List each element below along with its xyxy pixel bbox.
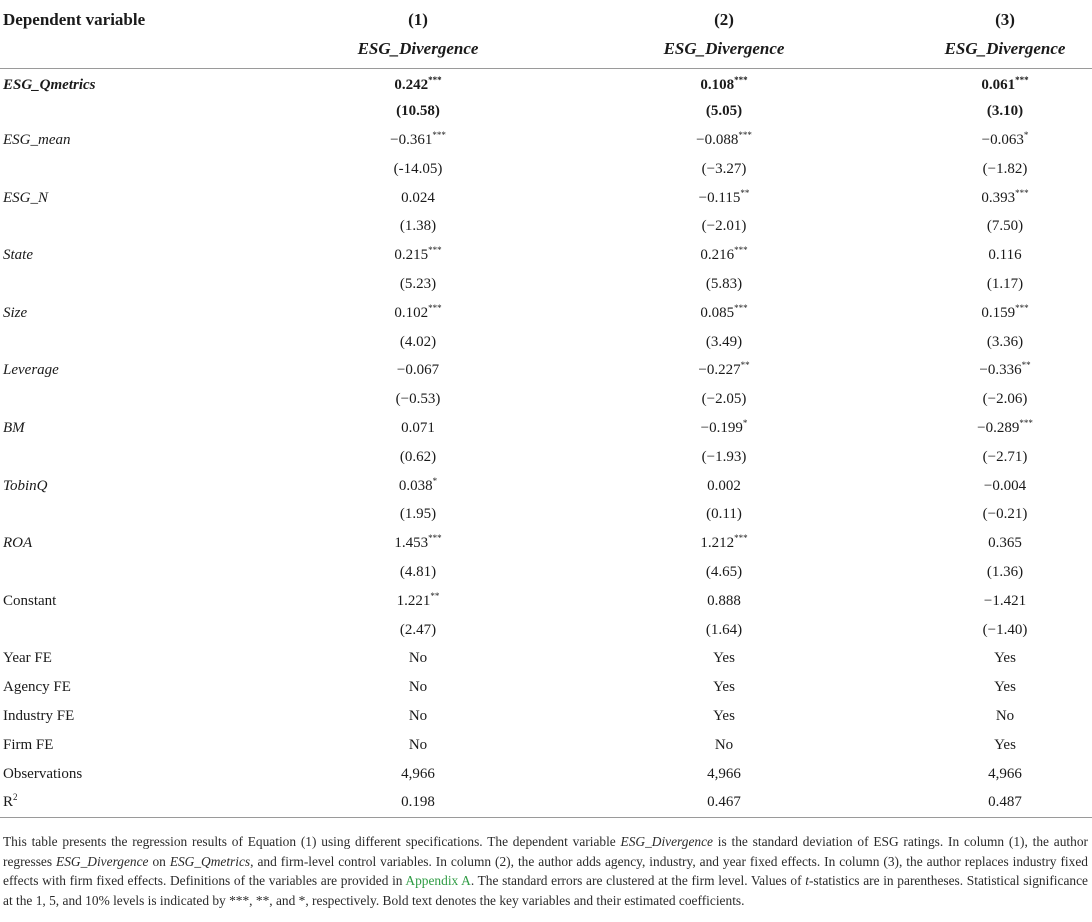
cell-col-2: (−3.27) — [701, 160, 747, 177]
row-label: ESG_N — [3, 189, 48, 206]
cell-col-2: 0.085*** — [700, 302, 748, 321]
row-label: Observations — [3, 765, 83, 782]
cell-col-1: (4.81) — [399, 563, 437, 580]
dependent-variable-label: Dependent variable — [3, 10, 146, 29]
cell-col-3: (1.17) — [986, 275, 1024, 292]
note-text-5: . The standard errors are clustered at the firm level. Values of — [470, 873, 806, 888]
note-text-4: , and firm-level control variables. In column (2), the author adds agency, industry, and year fixed effects. In column (3), the author replaces industry fixed effects with firm fixed effects. Definitions of the variables are provided in — [3, 853, 1088, 888]
cell-col-2: 1.212*** — [700, 533, 748, 552]
significance-stars: *** — [432, 129, 446, 140]
table-row — [0, 241, 1092, 270]
table-row — [0, 788, 1092, 817]
significance-stars: ** — [740, 360, 750, 371]
note-text-2: is the standard deviation of ESG ratings. In column (1), the author regresses — [3, 834, 1088, 869]
cell-col-2: (5.05) — [705, 103, 743, 120]
cell-col-1: 1.221** — [396, 590, 440, 609]
cell-col-2: (4.65) — [705, 563, 743, 580]
row-label: State — [3, 247, 33, 264]
table-row — [0, 616, 1092, 645]
cell-col-3: −1.421 — [983, 592, 1027, 609]
table-row — [0, 702, 1092, 731]
table-row — [0, 731, 1092, 760]
appendix-link[interactable]: Appendix A — [405, 873, 471, 888]
cell-col-1: No — [408, 679, 428, 696]
row-label — [0, 558, 303, 587]
cell-col-2: (−1.93) — [701, 448, 747, 465]
cell-col-2: Yes — [713, 650, 735, 667]
cell-col-1: 4,966 — [401, 765, 435, 782]
row-label — [0, 443, 303, 472]
cell-col-1: (-14.05) — [393, 160, 443, 177]
table-row — [0, 587, 1092, 616]
cell-col-1: 0.215*** — [394, 245, 442, 264]
cell-col-2: −0.227** — [698, 360, 750, 379]
table-row — [0, 356, 1092, 385]
table-row — [0, 472, 1092, 501]
table-row — [0, 184, 1092, 213]
header-blank — [0, 30, 303, 69]
cell-col-3: −0.289*** — [977, 417, 1033, 436]
table-row — [0, 760, 1092, 789]
row-label: Size — [3, 304, 28, 321]
cell-col-3: 0.061*** — [981, 74, 1029, 93]
table-row — [0, 385, 1092, 414]
table-row — [0, 212, 1092, 241]
significance-stars: ** — [740, 187, 750, 198]
cell-col-2: 4,966 — [707, 765, 741, 782]
cell-col-3: (1.36) — [986, 563, 1024, 580]
cell-col-3: (7.50) — [986, 218, 1024, 235]
table-body — [0, 69, 1092, 818]
table-note — [3, 832, 1088, 910]
significance-stars: *** — [428, 74, 442, 85]
cell-col-3: −0.336** — [979, 360, 1031, 379]
cell-col-3: 4,966 — [988, 765, 1022, 782]
row-label: $R^2$ — [3, 792, 18, 811]
cell-col-1: 0.102*** — [394, 302, 442, 321]
cell-col-1: 0.024 — [401, 189, 435, 206]
significance-stars: *** — [734, 302, 748, 313]
cell-col-3: (3.10) — [986, 103, 1024, 120]
cell-col-1: No — [408, 707, 428, 724]
significance-stars: * — [742, 417, 748, 428]
significance-stars: ** — [1021, 360, 1031, 371]
cell-col-1: (0.62) — [399, 448, 437, 465]
cell-col-1: (2.47) — [399, 621, 437, 638]
row-label: TobinQ — [3, 477, 48, 494]
row-label: Constant — [3, 592, 57, 609]
row-label — [0, 616, 303, 645]
row-label: ROA — [3, 535, 33, 552]
row-label: ESG_mean — [3, 131, 71, 148]
cell-col-1: (4.02) — [399, 333, 437, 350]
column-1-name: ESG_Divergence — [357, 39, 479, 58]
note-var-2: ESG_Divergence — [56, 853, 149, 869]
cell-col-1: No — [408, 736, 428, 753]
table-row — [0, 500, 1092, 529]
row-label — [0, 270, 303, 299]
cell-col-3: (−1.82) — [982, 160, 1028, 177]
cell-col-2: (−2.05) — [701, 391, 747, 408]
row-label: Industry FE — [3, 707, 75, 724]
row-label — [0, 500, 303, 529]
table-row — [0, 299, 1092, 328]
significance-stars: * — [432, 475, 438, 486]
header-row-names — [0, 30, 1092, 69]
cell-col-1: 0.198 — [401, 794, 435, 811]
significance-stars: * — [1023, 129, 1029, 140]
cell-col-2: Yes — [713, 707, 735, 724]
table-row — [0, 443, 1092, 472]
cell-col-2: 0.216*** — [700, 245, 748, 264]
cell-col-3: (−2.71) — [982, 448, 1028, 465]
cell-col-2: 0.108*** — [700, 74, 748, 93]
cell-col-3: 0.365 — [988, 535, 1022, 552]
cell-col-2: 0.888 — [707, 592, 741, 609]
significance-stars: *** — [1019, 417, 1033, 428]
r-squared-superscript: 2 — [13, 792, 18, 803]
significance-stars: *** — [428, 533, 442, 544]
significance-stars: *** — [734, 533, 748, 544]
table-row — [0, 126, 1092, 155]
row-label — [0, 212, 303, 241]
cell-col-2: (5.83) — [705, 275, 743, 292]
significance-stars: *** — [1015, 74, 1029, 85]
row-label: Agency FE — [3, 679, 71, 696]
cell-col-3: 0.487 — [988, 794, 1022, 811]
cell-col-1: (1.95) — [399, 506, 437, 523]
cell-col-3: −0.004 — [983, 477, 1027, 494]
cell-col-3: 0.116 — [988, 247, 1022, 264]
cell-col-1: 1.453*** — [394, 533, 442, 552]
cell-col-3: 0.393*** — [981, 187, 1029, 206]
cell-col-1: 0.242*** — [394, 74, 442, 93]
column-1-number: (1) — [408, 10, 428, 29]
table-row — [0, 644, 1092, 673]
significance-stars: ** — [430, 590, 440, 601]
cell-col-3: Yes — [994, 679, 1016, 696]
cell-col-3: Yes — [994, 650, 1016, 667]
significance-stars: *** — [734, 245, 748, 256]
cell-col-1: (1.38) — [399, 218, 437, 235]
cell-col-2: (1.64) — [705, 621, 743, 638]
cell-col-2: Yes — [713, 679, 735, 696]
significance-stars: *** — [734, 74, 748, 85]
column-3-number: (3) — [995, 10, 1015, 29]
cell-col-2: −0.115** — [698, 187, 750, 206]
table-row — [0, 558, 1092, 587]
table-row — [0, 155, 1092, 184]
significance-stars: *** — [738, 129, 752, 140]
cell-col-1: 0.071 — [401, 419, 435, 436]
row-label: Year FE — [3, 650, 52, 667]
row-label: Leverage — [3, 362, 59, 379]
cell-col-2: (3.49) — [705, 333, 743, 350]
cell-col-3: Yes — [994, 736, 1016, 753]
note-var-4: t — [805, 873, 809, 888]
cell-col-2: 0.002 — [707, 477, 741, 494]
row-label — [0, 97, 303, 126]
note-text-1: This table presents the regression results of Equation (1) using different specifications. The dependent variable — [3, 834, 621, 849]
cell-col-2: 0.467 — [707, 794, 741, 811]
note-var-1: ESG_Divergence — [620, 834, 713, 849]
significance-stars: *** — [428, 302, 442, 313]
row-label — [0, 385, 303, 414]
cell-col-1: 0.038* — [398, 475, 438, 494]
cell-col-3: −0.063* — [981, 129, 1029, 148]
row-label — [0, 155, 303, 184]
note-text-6: -statistics are in parentheses. Statistical significance at the 1, 5, and 10% levels is indicated by ***, **, and *, respectively. Bold text denotes the key variables and their estimated coefficients. — [3, 873, 1088, 908]
table-row — [0, 529, 1092, 558]
cell-col-1: (−0.53) — [395, 391, 441, 408]
cell-col-3: 0.159*** — [981, 302, 1029, 321]
table-row — [0, 673, 1092, 702]
cell-col-1: −0.361*** — [390, 129, 446, 148]
cell-col-3: No — [995, 707, 1015, 724]
table-row — [0, 97, 1092, 126]
column-2-name: ESG_Divergence — [663, 39, 785, 58]
table-row — [0, 328, 1092, 357]
row-label: BM — [3, 419, 25, 436]
table-row — [0, 69, 1092, 98]
cell-col-2: −0.199* — [700, 417, 748, 436]
significance-stars: *** — [1015, 302, 1029, 313]
row-label — [0, 328, 303, 357]
cell-col-1: −0.067 — [396, 362, 440, 379]
table-row — [0, 414, 1092, 443]
row-label: ESG_Qmetrics — [3, 76, 96, 93]
note-var-3: ESG_Qmetrics — [169, 853, 251, 869]
cell-col-2: (−2.01) — [701, 218, 747, 235]
cell-col-1: (10.58) — [396, 103, 440, 120]
significance-stars: *** — [428, 245, 442, 256]
cell-col-3: (−0.21) — [982, 506, 1028, 523]
significance-stars: *** — [1015, 187, 1029, 198]
cell-col-2: (0.11) — [706, 506, 742, 523]
header-row-numbers — [0, 0, 1092, 30]
column-2-number: (2) — [714, 10, 734, 29]
column-3-name: ESG_Divergence — [944, 39, 1066, 58]
cell-col-3: (−1.40) — [982, 621, 1028, 638]
cell-col-3: (−2.06) — [982, 391, 1028, 408]
table-row — [0, 270, 1092, 299]
cell-col-1: No — [408, 650, 428, 667]
row-label: Firm FE — [3, 736, 54, 753]
cell-col-3: (3.36) — [986, 333, 1024, 350]
cell-col-1: (5.23) — [399, 275, 437, 292]
note-text-3: on — [148, 853, 170, 869]
cell-col-2: −0.088*** — [696, 129, 752, 148]
cell-col-2: No — [714, 736, 734, 753]
